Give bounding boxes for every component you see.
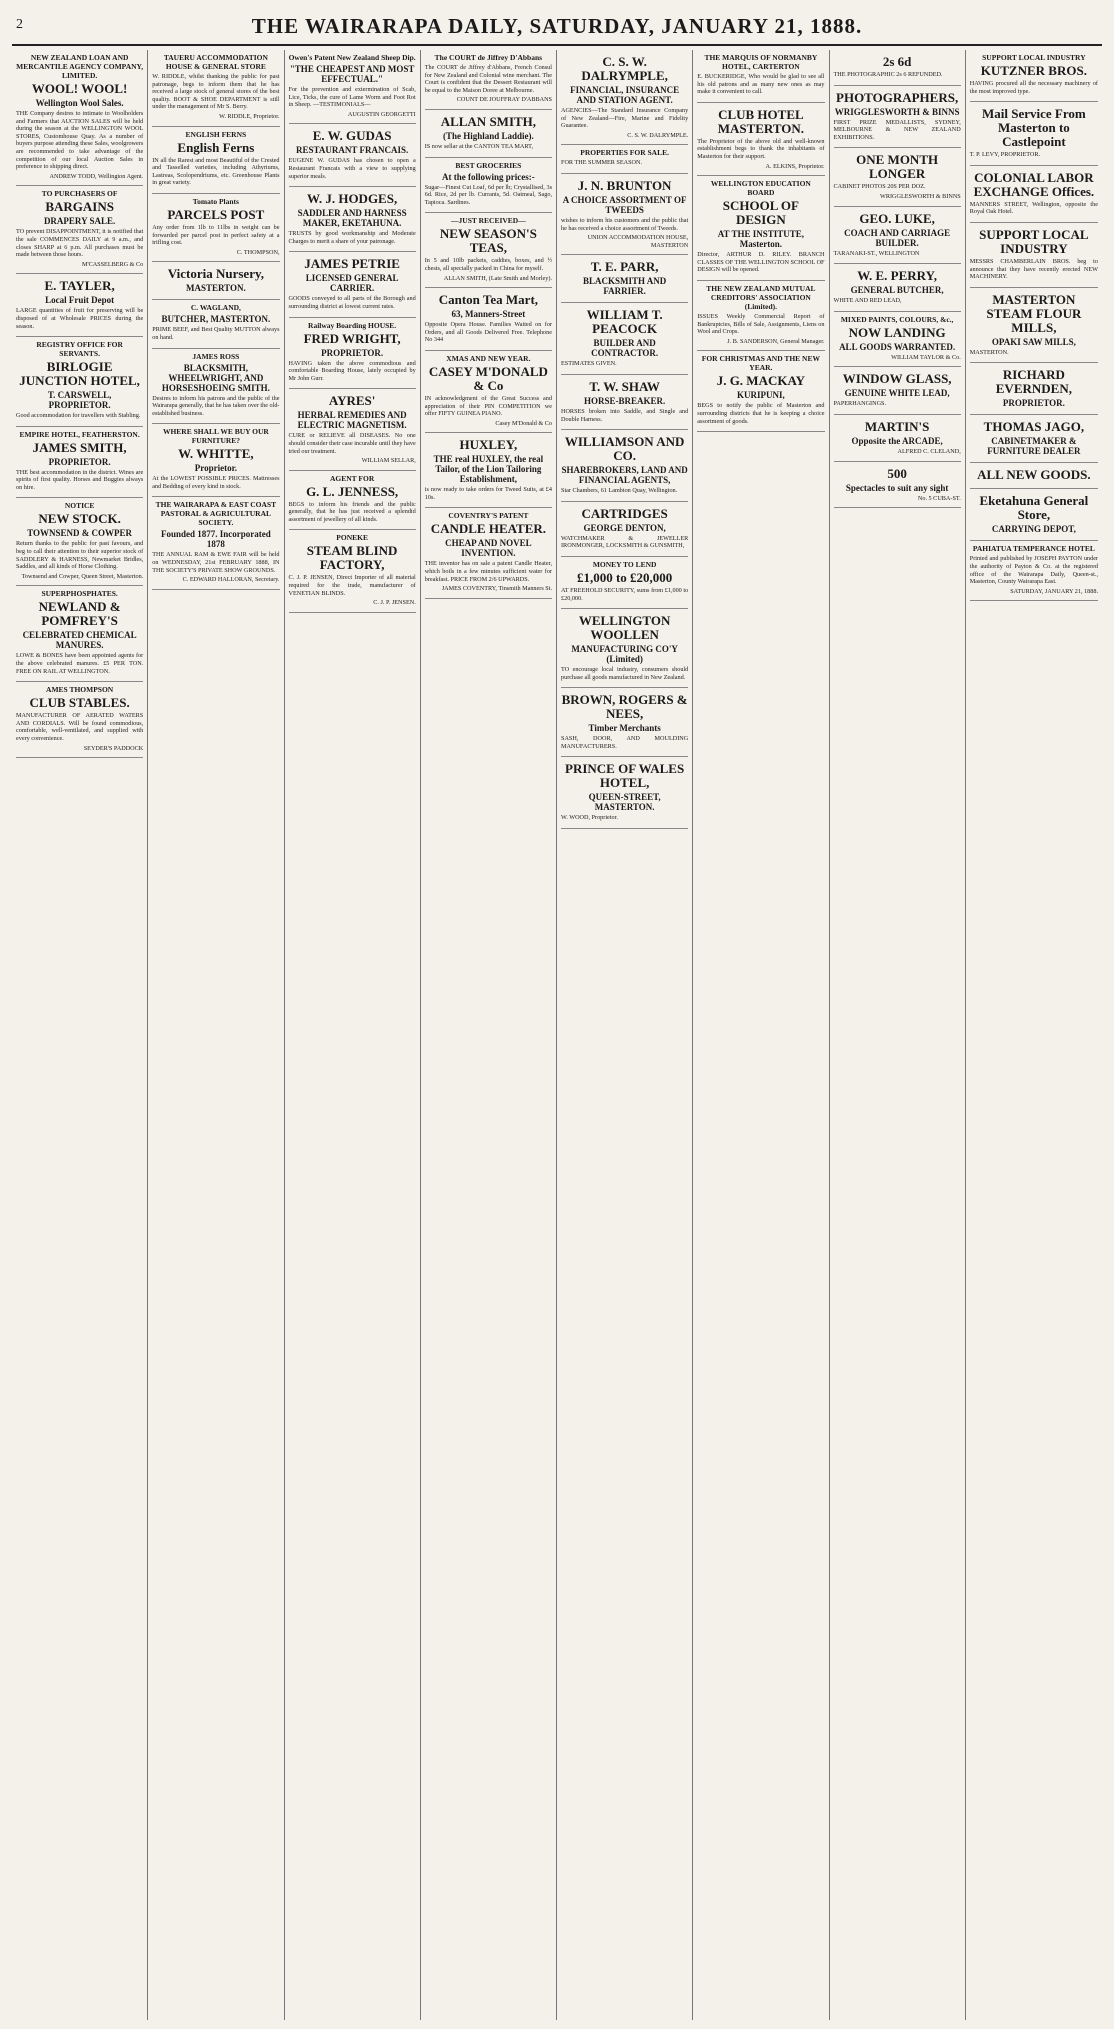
ad-heading: THE MARQUIS OF NORMANBY HOTEL, CARTERTON: [704, 53, 818, 71]
ad-body: FIRST PRIZE MEDALLISTS, SYDNEY, MELBOURNE & NEW ZEALAND EXHIBITIONS.: [833, 118, 961, 141]
advertisement: [16, 337, 143, 427]
advertisement: [16, 186, 143, 274]
ad-title: Victoria Nursery,: [167, 266, 265, 282]
ad-body: E. BUCKERIDGE, Who would be glad to see all his old patrons and as many new ones as may make it convenient to call.: [697, 73, 825, 96]
ad-signature: SEYDER'S PADDOCK: [83, 744, 144, 752]
ad-title: NEWLAND & POMFREY'S: [38, 599, 121, 629]
ad-title: NOW LANDING: [848, 324, 946, 340]
ad-title: JAMES SMITH,: [32, 439, 127, 455]
ad-subtitle: PROPRIETOR.: [1002, 398, 1065, 409]
ad-subtitle: WRIGGLESWORTH & BINNS: [834, 106, 960, 117]
advertisement: [561, 757, 688, 829]
ad-body: Printed and published by JOSEPH PAYTON under the authority of Payton & Co. at the registered office of the Wairarapa Daily, Queen-st., Masterton, County Wairarapa East.: [969, 555, 1098, 586]
advertisement: [834, 264, 961, 312]
ad-heading: C. WAGLAND,: [190, 303, 241, 313]
ad-heading: NOTICE: [64, 501, 95, 511]
ad-heading: Railway Boarding HOUSE.: [308, 320, 397, 330]
ad-body: Desires to inform his patrons and the public of the Wairarapa generally, that he has taken over the old-established business.: [152, 394, 280, 417]
advertisement: [561, 502, 688, 557]
ad-subtitle: Spectacles to suit any sight: [845, 482, 949, 493]
ad-heading: AMES THOMPSON: [46, 685, 114, 695]
ad-signature: WILLIAM SELLAR,: [361, 457, 416, 465]
ad-body: AT FREEHOLD SECURITY, sums from £1,000 to £20,000.: [561, 586, 689, 602]
ad-title: PHOTOGRAPHERS,: [836, 89, 959, 105]
ad-body: BEGS to notify the public of Masterton and surrounding districts that he is keeping a choice assortment of goods.: [697, 402, 825, 425]
ad-body: Director, ARTHUR D. RILEY. BRANCH CLASSES OF THE WELLINGTON SCHOOL OF DESIGN will be opened.: [697, 251, 825, 274]
ad-body: HAVING procured all the necessary machinery of the most improved type.: [969, 80, 1098, 95]
ad-title: PARCELS POST: [167, 206, 265, 222]
ad-title: THOMAS JAGO,: [983, 419, 1085, 435]
column-5: [557, 50, 693, 2020]
ad-body: HAVING taken the above commodious and comfortable Boarding House, lately occupied by Mr John Gurr.: [288, 359, 416, 382]
ad-body: IN acknowledgment of the Great Success and appreciation of their PIN COMPETITION we offer FIFTY GUINEA PIANO.: [424, 394, 552, 418]
column-1: [12, 50, 148, 2020]
ad-body: PAPERHANGINGS.: [833, 400, 887, 408]
advertisement: [152, 497, 279, 589]
ad-body: ISSUES Weekly Commercial Report of Bankruptcies, Bills of Sale, Assignments, Liens on Wool and Crops.: [697, 312, 825, 336]
ad-heading: NEW ZEALAND LOAN AND MERCANTILE AGENCY COMPANY, LIMITED.: [16, 53, 144, 80]
ad-subtitle: BLACKSMITH, WHEELWRIGHT, AND HORSESHOEING SMITH.: [161, 362, 270, 393]
column-7: [830, 50, 966, 2020]
ad-heading: —JUST RECEIVED—: [451, 216, 526, 226]
ad-signature: AUGUSTIN GEORGETTI: [347, 110, 416, 118]
advertisement: [16, 427, 143, 499]
advertisement: [697, 176, 824, 281]
advertisement: [152, 194, 279, 262]
advertisement: [561, 303, 688, 375]
advertisement: [425, 213, 552, 288]
ad-signature: COUNT DE JOUFFRAY D'ABBANS: [456, 96, 552, 104]
ad-subtitle: (The Highland Laddie).: [442, 130, 534, 141]
ad-signature: SATURDAY, JANUARY 21, 1888.: [1010, 587, 1098, 595]
ad-subtitle: SADDLER AND HARNESS MAKER, EKETAHUNA.: [297, 208, 407, 229]
advertisement: [152, 300, 279, 348]
advertisement: [289, 252, 416, 317]
ad-title: BROWN, ROGERS & NEES,: [561, 692, 688, 722]
ad-body: Return thanks to the public for past favours, and beg to call their attention to their superior stock of SADDLERY & HARNESS, Newmarket Bridles, Saddles, and all kinds of Horse Clothing.: [16, 540, 144, 571]
ad-heading: WELLINGTON EDUCATION BOARD: [710, 179, 811, 198]
advertisement: [970, 102, 1098, 166]
ad-body: WATCHMAKER & JEWELLER IRONMONGER, LOCKSMITH & GUNSMITH,: [561, 534, 689, 550]
ad-signature: C. J. P. JENSEN.: [373, 599, 416, 607]
ad-title: ALL NEW GOODS.: [977, 467, 1091, 483]
ad-body: PRIME BEEF, and Best Quality MUTTON always on hand.: [152, 326, 280, 341]
ad-heading: COVENTRY'S PATENT: [448, 511, 529, 521]
ad-title: CLUB STABLES.: [29, 695, 130, 711]
ad-title: ALLAN SMITH,: [440, 113, 537, 129]
advertisement: [561, 688, 688, 757]
ad-subtitle: A CHOICE ASSORTMENT OF TWEEDS: [562, 194, 687, 215]
ad-signature: WILLIAM TAYLOR & Co.: [891, 353, 961, 361]
ad-body: At the LOWEST POSSIBLE PRICES. Mattresses and Bedding of every kind in stock.: [152, 475, 280, 490]
ad-title: MASTERTON STEAM FLOUR MILLS,: [986, 291, 1082, 335]
ad-subtitle: T. CARSWELL, PROPRIETOR.: [47, 390, 112, 411]
ad-title: SUPPORT LOCAL INDUSTRY: [979, 226, 1089, 256]
ad-title: MARTIN'S: [864, 418, 930, 434]
ad-signature: J. B. SANDERSON, General Manager.: [727, 337, 825, 345]
advertisement: [970, 463, 1098, 489]
ad-heading: SUPERPHOSPHATES.: [41, 589, 118, 599]
ad-subtitle: GEORGE DENTON,: [583, 522, 666, 533]
ad-signature: C. EDWARD HALLORAN, Secretary.: [182, 576, 280, 584]
ad-heading: MONEY TO LEND: [592, 559, 657, 569]
ad-body: MESSRS CHAMBERLAIN BROS. beg to announce that they have recently erected NEW MACHINERY.: [969, 257, 1098, 281]
ad-subtitle: HERBAL REMEDIES AND ELECTRIC MAGNETISM.: [297, 410, 407, 431]
advertisement: [561, 430, 688, 502]
ad-body: The COURT de Jiffrey d'Abbans, French Consul for New Zealand and Colonial wine merchant. The Court is confident that the Dessert Restaurant will be equal to the Maison Doree at Melbourne.: [424, 64, 552, 94]
advertisement: [289, 471, 416, 531]
ad-title: COLONIAL LABOR EXCHANGE Offices.: [973, 169, 1095, 199]
column-2: [148, 50, 284, 2020]
advertisement: [834, 312, 961, 368]
ad-body: MANUFACTURER OF AERATED WATERS AND CORDIALS. Will be found commodious, comfortable, well-ventilated, and supplied with every convenience.: [16, 712, 144, 742]
ad-title: HUXLEY,: [459, 437, 518, 453]
ad-title: NEW STOCK.: [38, 511, 121, 527]
ad-title: WINDOW GLASS,: [842, 371, 952, 387]
ad-title: T. E. PARR,: [590, 259, 659, 275]
ad-body: W. RIDDLE, whilst thanking the public for past patronage, begs to inform them that he has received a large stock of general stores of the best quality. BOOT & SHOE DEPARTMENT is still under the management of Mr S. Berry.: [152, 73, 280, 111]
advertisement: [970, 363, 1098, 415]
ad-title: W. E. PERRY,: [857, 268, 938, 284]
ad-heading: ENGLISH FERNS: [185, 129, 247, 139]
advertisement: [425, 351, 552, 433]
advertisement: [425, 508, 552, 598]
ad-body: GOODS conveyed to all parts of the Borough and surrounding district at lowest current rates.: [288, 295, 416, 310]
ad-signature: ANDREW TODD, Wellington Agent.: [49, 172, 144, 180]
ad-heading: SUPPORT LOCAL INDUSTRY: [982, 53, 1086, 62]
advertisement: [289, 530, 416, 612]
ad-body: CURE or RELIEVE all DISEASES. No one should consider their case incurable until they have tried our treatment.: [288, 432, 416, 455]
ad-title: FRED WRIGHT,: [303, 330, 401, 346]
ad-title: KUTZNER BROS.: [980, 63, 1087, 78]
ad-body: TARANAKI-ST., WELLINGTON: [833, 249, 920, 257]
ad-title: JAMES PETRIE: [304, 256, 400, 272]
ad-body: In 5 and 10lb packets, caddies, boxes, and ½ chests, all specially packed in China for myself.: [424, 257, 552, 272]
advertisement: [425, 158, 552, 214]
ad-subtitle: GENUINE WHITE LEAD,: [844, 388, 950, 399]
ad-body: MANNERS STREET, Wellington, opposite the Royal Oak Hotel.: [969, 200, 1098, 216]
ad-body: AGENCIES—The Standard Insurance Company of New Zealand—Fire, Marine and Fidelity Guarantee.: [561, 107, 689, 130]
ad-subtitle: CELEBRATED CHEMICAL MANURES.: [22, 630, 137, 651]
ad-heading: Owen's Patent New Zealand Sheep Dip.: [288, 53, 416, 62]
advertisement: [834, 207, 961, 265]
ad-title: RICHARD EVERNDEN,: [995, 367, 1072, 397]
ad-heading: JAMES ROSS: [192, 351, 240, 361]
ad-subtitle: GENERAL BUTCHER,: [850, 285, 944, 296]
ad-signature: UNION ACCOMMODATION HOUSE, MASTERTON: [587, 234, 689, 249]
ad-body: HORSES broken into Saddle, and Single and Double Harness.: [561, 407, 689, 423]
ad-heading: EMPIRE HOTEL, FEATHERSTON.: [19, 429, 140, 439]
ad-heading: THE WAIRARAPA & EAST COAST PASTORAL & AGRICULTURAL SOCIETY.: [155, 500, 277, 528]
ad-title: ONE MONTH LONGER: [856, 152, 939, 182]
column-6: [693, 50, 829, 2020]
ad-subtitle: MASTERTON.: [185, 283, 246, 294]
ad-subtitle: Opposite the ARCADE,: [851, 435, 943, 446]
advertisement: [561, 609, 688, 688]
ad-title: AYRES': [328, 393, 376, 409]
ad-body: FOR THE SUMMER SEASON.: [561, 159, 643, 167]
ad-title: STEAM BLIND FACTORY,: [306, 543, 398, 573]
advertisement: [697, 281, 824, 351]
ad-body: CABINET PHOTOS 20S PER DOZ.: [833, 183, 926, 191]
advertisement: [970, 489, 1098, 541]
ad-subtitle: ALL GOODS WARRANTED.: [839, 341, 956, 352]
advertisement: [16, 50, 143, 186]
ad-title: Mail Service From Masterton to Castlepoint: [982, 106, 1086, 150]
ad-signature: WRIGGLESWORTH & BINNS: [880, 192, 961, 200]
ad-subtitle: THE real HUXLEY, the real Tailor, of the Lion Tailoring Establishment,: [433, 454, 544, 485]
ad-title: PRINCE OF WALES HOTEL,: [565, 761, 685, 791]
ad-body: MASTERTON.: [969, 348, 1009, 356]
ad-subtitle: CARRYING DEPOT,: [991, 524, 1076, 535]
advertisement: [697, 50, 824, 103]
ad-body: TO prevent DISAPPOINTMENT, it is notified that the sale COMMENCES DAILY at 9 a.m., and closes SHARP at 6 p.m. All purchases must be made between those hours.: [16, 228, 144, 259]
ad-signature: JAMES COVENTRY, Tinsmith Manners St.: [441, 585, 552, 593]
ad-body: Star Chambers, 61 Lambton Quay, Wellington.: [561, 487, 678, 495]
ad-title: W. J. HODGES,: [307, 191, 398, 207]
advertisement: [561, 375, 688, 430]
ad-heading: TAUERU ACCOMMODATION HOUSE & GENERAL STORE: [163, 53, 268, 71]
ad-body: LARGE quantities of fruit for preserving will be disposed of at Wholesale PRICES during the season.: [16, 307, 144, 330]
ad-heading: Tomato Plants: [192, 196, 239, 206]
advertisement: [834, 50, 961, 86]
ad-body: Sugar—Finest Cut Loaf, 6d per lb; Crystallised, 3s 6d. Rice, 2d per lb. Currants, 5d. Oatmeal, Sago, Tapioca. Sardines.: [424, 183, 552, 206]
ad-title: BARGAINS: [45, 199, 114, 215]
ad-subtitle: BUILDER AND CONTRACTOR.: [591, 338, 659, 359]
advertisement: [970, 288, 1098, 364]
ad-subtitle: AT THE INSTITUTE, Masterton.: [717, 229, 805, 250]
ad-body: Any order from 1lb to 11lbs in weight can be forwarded per parcel post in perfect safety at a trifling cost.: [152, 223, 280, 247]
ad-signature: Townsend and Cowper, Queen Street, Masterton.: [21, 572, 144, 580]
advertisement: [289, 187, 416, 252]
ad-title: BIRLOGIE JUNCTION HOTEL,: [19, 359, 140, 389]
ad-title: Eketahuna General Store,: [979, 493, 1089, 523]
advertisement: [289, 389, 416, 470]
ad-title: CANDLE HEATER.: [430, 521, 547, 537]
ad-heading: AGENT FOR: [330, 473, 375, 483]
ad-title: SCHOOL OF DESIGN: [722, 198, 799, 228]
ad-subtitle: SHAREBROKERS, LAND AND FINANCIAL AGENTS,: [561, 465, 688, 486]
advertisement: [425, 433, 552, 508]
ad-title: NEW SEASON'S TEAS,: [439, 226, 537, 256]
ad-body: T. P. LEVY, PROPRIETOR.: [969, 151, 1041, 159]
ad-body: EUGENE W. GUDAS has chosen to open a Restaurant Francais with a view to supplying superior meals.: [288, 157, 416, 180]
ad-body: TO encourage local industry, consumers should purchase all goods manufactured in New Zealand.: [561, 666, 689, 681]
advertisement: [16, 274, 143, 337]
advertisement: [561, 174, 688, 255]
ad-subtitle: Timber Merchants: [588, 723, 661, 734]
ad-signature: ALLAN SMITH, (Late Smith and Morley).: [443, 274, 552, 282]
ad-title: Canton Tea Mart,: [438, 292, 539, 308]
ad-subtitle: "THE CHEAPEST AND MOST EFFECTUAL.": [289, 64, 415, 84]
ad-body: THE PHOTOGRAPHIC 2s 6 REFUNDED.: [833, 71, 943, 78]
ad-subtitle: HORSE-BREAKER.: [583, 395, 666, 406]
advertisement: [834, 415, 961, 462]
ad-title: E. W. GUDAS: [312, 128, 392, 144]
ad-title: C. S. W. DALRYMPLE,: [581, 54, 668, 83]
ad-subtitle: At the following prices:-: [442, 171, 535, 182]
ad-subtitle: FINANCIAL, INSURANCE AND STATION AGENT.: [570, 85, 680, 105]
advertisement: [425, 288, 552, 351]
ad-subtitle: COACH AND CARRIAGE BUILDER.: [844, 227, 951, 248]
ad-body: is now ready to take orders for Tweed Suits, at £4 10s.: [424, 486, 552, 501]
ad-title: J. N. BRUNTON: [577, 177, 672, 193]
ad-signature: ALFRED C. CLELAND,: [897, 447, 961, 455]
ad-heading: XMAS AND NEW YEAR.: [446, 353, 531, 363]
ad-heading: MIXED PAINTS, COLOURS, &c.,: [840, 314, 954, 324]
column-4: [421, 50, 557, 2020]
advertisement: [561, 145, 688, 174]
ad-heading: PONEKE: [336, 533, 368, 543]
ad-body: wishes to inform his customers and the public that he has received a choice assortment of Tweeds.: [561, 216, 689, 232]
ad-title: J. G. MACKAY: [716, 373, 806, 389]
advertisement: [16, 682, 143, 758]
ad-heading: BEST GROCERIES: [455, 160, 522, 170]
advertisement: [561, 50, 688, 145]
ad-body: BEGS to inform his friends and the public generally, that he has just received a splendid assortment of jewellery of all kinds.: [288, 500, 416, 523]
ad-title: CASEY M'DONALD & Co: [428, 363, 548, 393]
advertisement: [697, 103, 824, 176]
ad-subtitle: Proprietor.: [194, 463, 237, 474]
ad-heading: REGISTRY OFFICE FOR SERVANTS.: [36, 340, 123, 359]
ad-title: W. WHITTE,: [178, 446, 254, 462]
advertisement: [16, 498, 143, 586]
ad-body: WHITE AND RED LEAD,: [833, 297, 902, 305]
ad-subtitle: PROPRIETOR.: [48, 456, 111, 467]
ad-title: CLUB HOTEL MASTERTON.: [717, 106, 805, 136]
ad-subtitle: Local Fruit Depot: [45, 295, 115, 306]
advertisement: [834, 148, 961, 206]
ad-heading: The COURT de Jiffrey D'Abbans: [434, 53, 543, 62]
ad-heading: PAHIATUA TEMPERANCE HOTEL: [972, 544, 1095, 554]
ad-title: G. L. JENNESS,: [306, 483, 399, 499]
advertisement: [561, 255, 688, 303]
advertisement: [152, 127, 279, 194]
ad-signature: A. ELKINS, Proprietor.: [765, 162, 825, 170]
ad-signature: C. THOMPSON,: [236, 248, 280, 256]
masthead: [12, 8, 1102, 46]
advertisement: [970, 50, 1098, 102]
ad-body: LOWE & BONES have been appointed agents for the above celebrated manures. £5 PER TON. FREE ON RAIL AT WELLINGTON.: [16, 652, 144, 675]
ad-signature: No. 5 CUBA-ST.: [917, 494, 961, 502]
ad-body: THE Company desires to intimate to Woolholders and Farmers that AUCTION SALES will be held during the season at the WELLINGTON WOOL STORES, Customhouse Quay. As a number of buyers purpose attending these Sales, woolgrowers are recommended to take advantage of the competition of our local Auction Sales in preference to shipping direct.: [16, 110, 144, 171]
ad-subtitle: CABINETMAKER & FURNITURE DEALER: [987, 436, 1081, 457]
ad-subtitle: BUTCHER, MASTERTON.: [161, 314, 271, 325]
page-number: 2: [16, 17, 23, 32]
ad-title: WOOL! WOOL!: [31, 81, 128, 96]
advertisement: [152, 262, 279, 300]
advertisement: [970, 166, 1098, 223]
ad-subtitle: TOWNSEND & COWPER: [27, 528, 133, 539]
ad-signature: M'CASSELBERG & Co: [81, 260, 144, 268]
ad-title: GEO. LUKE,: [859, 210, 935, 226]
advertisement: [970, 223, 1098, 288]
advertisement: [425, 110, 552, 158]
ad-heading: TO PURCHASERS OF: [41, 189, 118, 199]
advertisement: [289, 124, 416, 187]
ad-title: 500: [887, 465, 907, 481]
ad-subtitle: Wellington Wool Sales.: [35, 98, 124, 108]
advertisement: [425, 50, 552, 110]
ad-title: £1,000 to £20,000: [576, 569, 673, 585]
ad-body: THE ANNUAL RAM & EWE FAIR will be held on WEDNESDAY, 21st FEBRUARY 1888, IN THE SOCIETY'S PRIVATE SHOW GROUNDS.: [152, 551, 280, 574]
advertisement: [834, 462, 961, 509]
advertisement: [697, 351, 824, 432]
ad-subtitle: LICENSED GENERAL CARRIER.: [305, 273, 399, 294]
ad-body: ESTIMATES GIVEN.: [561, 360, 617, 368]
ad-body: IS now sellar at the CANTON TEA MART,: [424, 142, 533, 150]
column-3: [285, 50, 421, 2020]
ad-body: For the prevention and extermination of Scab, Lice, Ticks, the cure of Lame Worm and Foot Rot in Sheep. —TESTIMONIALS—: [288, 86, 416, 109]
advertisement: [289, 50, 416, 124]
ad-subtitle: BLACKSMITH AND FARRIER.: [582, 276, 667, 297]
ad-heading: THE NEW ZEALAND MUTUAL CREDITORS' ASSOCIATION (Limited).: [706, 283, 816, 311]
ad-subtitle: RESTAURANT FRANCAIS.: [296, 145, 409, 156]
newspaper-title: THE WAIRARAPA DAILY, SATURDAY, JANUARY 21, 1888.: [251, 14, 863, 38]
advertisement: [834, 86, 961, 149]
ad-title: English Ferns: [177, 139, 255, 155]
advertisement: [16, 586, 143, 682]
ad-body: Opposite Opera House. Families Waited on for Orders, and all Goods Delivered Free. Telephone No 344: [424, 321, 552, 344]
ad-title: WELLINGTON WOOLLEN: [578, 613, 671, 643]
ad-subtitle: PROPRIETOR.: [321, 347, 384, 358]
ad-title: T. W. SHAW: [589, 378, 660, 394]
ad-body: W. WOOD, Proprietor.: [561, 814, 618, 822]
advertisement: [834, 367, 961, 415]
ad-body: SASH, DOOR, AND MOULDING MANUFACTURERS.: [561, 735, 689, 750]
advertisement: [561, 557, 688, 609]
ad-subtitle: OPAKI SAW MILLS,: [991, 336, 1076, 347]
ad-subtitle: DRAPERY SALE.: [43, 216, 116, 227]
ad-subtitle: CHEAP AND NOVEL INVENTION.: [445, 538, 532, 559]
ad-signature: Casey M'Donald & Co: [495, 419, 552, 427]
ad-subtitle: QUEEN-STREET, MASTERTON.: [588, 792, 661, 813]
advertisement: [970, 541, 1098, 601]
ad-title: CARTRIDGES: [581, 505, 668, 521]
advertisement: [152, 349, 279, 425]
column-8: [966, 50, 1102, 2020]
ad-subtitle: MANUFACTURING CO'Y (Limited): [571, 644, 678, 665]
ad-heading: WHERE SHALL WE BUY OUR FURNITURE?: [162, 427, 269, 446]
advertisement: [970, 415, 1098, 463]
ad-body: TRUSTS by good workmanship and Moderate Charges to merit a share of your patronage.: [288, 230, 416, 245]
ad-subtitle: Founded 1877. Incorporated 1878: [160, 529, 271, 550]
ad-title: E. TAYLER,: [44, 278, 115, 294]
ad-subtitle: KURIPUNI,: [736, 390, 785, 401]
ad-signature: W. RIDDLE, Proprietor.: [219, 112, 280, 120]
advertisement: [152, 424, 279, 497]
ad-body: THE inventor has on sale a patent Candle Heater, which boils in a few minutes sufficient water for breakfast. PRICE FROM 2/6 UPWARDS.: [424, 560, 552, 583]
columns-container: [12, 50, 1102, 2020]
ad-heading: FOR CHRISTMAS AND THE NEW YEAR.: [701, 354, 820, 373]
ad-body: C. J. P. JENSEN, Direct Importer of all material required for the trade, manufacturer of VENETIAN BLINDS.: [288, 574, 416, 597]
ad-heading: PROPERTIES FOR SALE.: [580, 148, 669, 158]
ad-body: Good accommodation for travellers with Stabling.: [16, 412, 141, 420]
ad-body: The Proprietor of the above old and well-known establishment begs to thank the inhabitants of Masterton for their support.: [697, 137, 825, 160]
ad-title: 2s 6d: [882, 54, 912, 69]
advertisement: [152, 50, 279, 127]
ad-subtitle: 63, Manners-Street: [451, 309, 526, 320]
ad-title: WILLIAMSON AND CO.: [564, 434, 685, 464]
ad-body: THE best accommodation in the district. Wines are spirits of first quality. Horses and Buggies always on hire.: [16, 468, 144, 491]
ad-signature: C. S. W. DALRYMPLE.: [627, 131, 689, 139]
advertisement: [289, 318, 416, 390]
ad-body: IN all the Rarest and most Beautiful of the Crested and Tasselled varieties, including Athyriums, Lastreas, Scolopendriums, etc. Greenhouse Plants in great variety.: [152, 156, 280, 187]
ad-title: WILLIAM T. PEACOCK: [586, 307, 663, 337]
